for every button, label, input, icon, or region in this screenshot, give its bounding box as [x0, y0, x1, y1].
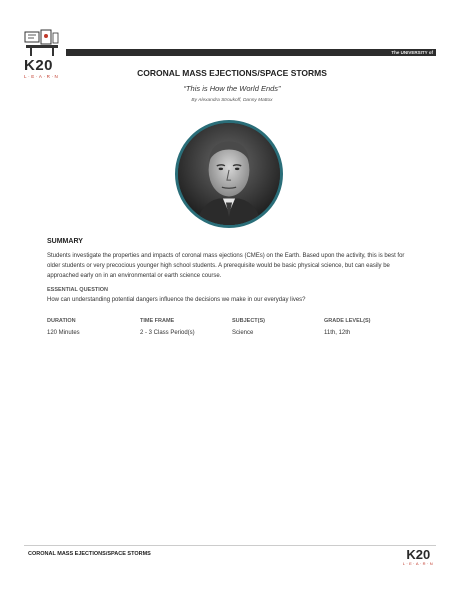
essential-question-heading: ESSENTIAL QUESTION	[47, 287, 109, 293]
university-text: The UNIVERSITY of	[391, 50, 433, 55]
logo-text: K20	[24, 57, 54, 74]
meta-label: SUBJECT(S)	[232, 318, 266, 324]
footer-logo-subtext: L·E·A·R·N	[402, 561, 434, 566]
portrait-photo	[178, 123, 280, 225]
meta-time-frame	[140, 318, 195, 336]
meta-label: TIME FRAME	[140, 318, 175, 324]
meta-duration	[47, 318, 80, 336]
summary-text: Students investigate the properties and impacts of coronal mass ejections (CMEs) on the Earth. Based upon the activity, this is best for older students or very precocious younger high school students. A prerequisite would be basic physical science, but can easily be approached early on in an environmental or earth science course.	[47, 253, 405, 279]
footer-k20-logo	[403, 548, 434, 566]
header-bar	[66, 49, 436, 56]
meta-label: GRADE LEVEL(S)	[324, 318, 371, 324]
meta-value: 120 Minutes	[47, 330, 80, 336]
summary-heading: SUMMARY	[47, 238, 83, 245]
authors: By Alexandra Stroukoff, Danny Mattox	[191, 98, 273, 103]
page-subtitle: “This is How the World Ends”	[183, 84, 281, 93]
logo-subtext: L·E·A·R·N	[24, 74, 60, 79]
meta-subjects	[232, 318, 265, 336]
essential-question-text: How can understanding potential dangers influence the decisions we make in our everyday lives?	[47, 297, 306, 303]
footer-divider	[24, 545, 436, 546]
meta-value: Science	[232, 330, 254, 336]
meta-label: DURATION	[47, 318, 76, 324]
footer-logo-text: K20	[406, 547, 431, 562]
meta-grade-levels	[324, 318, 370, 336]
portrait-image	[175, 120, 283, 228]
footer-title: CORONAL MASS EJECTIONS/SPACE STORMS	[28, 551, 151, 557]
meta-value: 11th, 12th	[324, 330, 351, 336]
page-title: CORONAL MASS EJECTIONS/SPACE STORMS	[137, 68, 327, 78]
meta-value: 2 - 3 Class Period(s)	[140, 330, 195, 336]
classroom-desk-icon	[24, 28, 60, 58]
